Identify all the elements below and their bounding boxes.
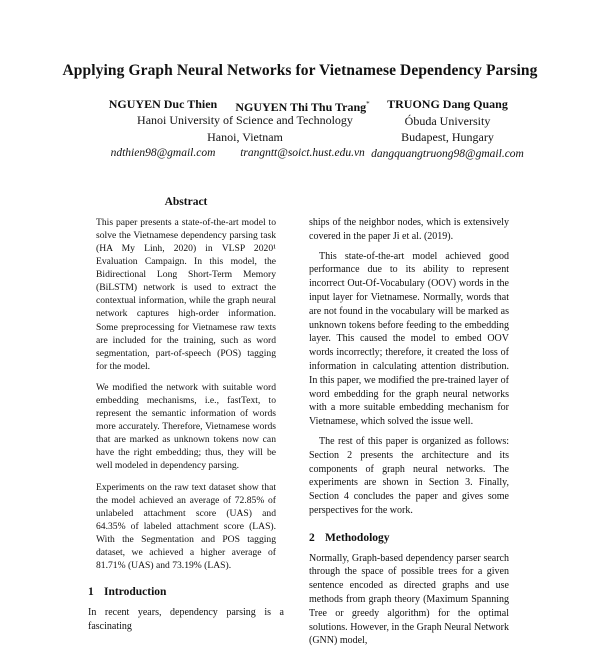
right-paragraph-2: This state-of-the-art model achieved good performance due to its ability to represent incorrect Out-Of-Vocabulary (OOV) words in the input layer for Vietnamese. Normally, words that are not found in the vocabulary will be marked as unknown tokens before feeding to the embedding layer. This caused the model to embed OOV words incorrectly; therefore, it created the loss of information in calculating attention distribution. In this paper, we modified the pre-trained layer of word embedding for the graph neural networks with a more suitable embedding mechanism for Vietnamese, which solved the issue well. — [309, 250, 509, 428]
introduction-text: In recent years, dependency parsing is a fascinating — [88, 607, 284, 632]
author-2-email-block — [230, 145, 375, 162]
methodology-text: Normally, Graph-based dependency parser search through the space of possible trees for a given sentence encoded as directed graphs and use methods from graph theory (Maximum Spanning Tree or greedy algorithm) for the optimal solutions. However, in the Graph Neural Network (GNN) model, — [309, 552, 509, 647]
introduction-title: Introduction — [104, 586, 167, 599]
right-paragraph-3: The rest of this paper is organized as follows: Section 2 presents the architecture and its components of graph neural networks. The experiments are shown in Section 3. Finally, Section 4 concludes the paper and gives some perspectives for the work. — [309, 435, 509, 516]
methodology-heading — [309, 532, 509, 546]
author-1-email-block — [88, 145, 238, 162]
abstract-paragraph-2: We modified the network with suitable word embedding mechanisms, i.e., fastText, to represent the semantic information of words more accurately. Therefore, Vietnamese words that are marked as unknown tokens now can have the right embedding; thus, they will be well modeled in dependency parsing. — [96, 381, 276, 472]
shared-affiliation — [100, 112, 390, 145]
abstract-paragraph-3: Experiments on the raw text dataset show that the model achieved an average of 72.85% of unlabeled attachment score (UAS) and 64.35% of labeled attachment score (LAS). With the Segmentation and POS tagging dataset, we achieved a higher average of 81.71% (UAS) and 73.19% (LAS). — [96, 481, 276, 572]
author-3-name: TRUONG Dang Quang — [387, 97, 508, 111]
author-3-affiliation: Óbuda University — [404, 113, 491, 128]
author-2-name: NGUYEN Thi Thu Trang* — [235, 100, 370, 114]
author-1-email: ndthien98@gmail.com — [110, 147, 216, 159]
right-paragraph-1: ships of the neighbor nodes, which is extensively covered in the paper Ji et al. (2019). — [309, 217, 509, 242]
abstract-heading: Abstract — [164, 196, 208, 208]
methodology-title: Methodology — [325, 531, 390, 544]
shared-affiliation-location: Hanoi, Vietnam — [207, 129, 283, 144]
introduction-heading — [88, 586, 284, 600]
abstract-paragraph-1: This paper presents a state-of-the-art model to solve the Vietnamese dependency parsing task (HA My Linh, 2020) in VLSP 2020¹ Evaluation Campaign. In this model, the Bidirectional Long Short-Term Memory (BiLSTM) network is used to extract the contextual information, while the graph neural network captures high-order information. Some preprocessing for Vietnamese raw texts are included for the training, such as word segmentation, part-of-speech (POS) tagging for the model. — [96, 216, 276, 372]
author-1-name: NGUYEN Duc Thien — [108, 97, 218, 111]
left-column — [88, 196, 284, 634]
author-1 — [88, 96, 238, 113]
shared-affiliation-institution: Hanoi University of Science and Technology — [137, 113, 353, 127]
right-column — [309, 216, 509, 654]
author-3-email: dangquangtruong98@gmail.com — [371, 147, 524, 160]
paper-title: Applying Graph Neural Networks for Vietnamese Dependency Parsing — [62, 62, 538, 79]
abstract-section — [88, 196, 284, 572]
introduction-number: 1 — [88, 586, 94, 599]
author-3-location: Budapest, Hungary — [401, 130, 494, 144]
corresponding-author-mark: * — [366, 100, 370, 108]
methodology-number: 2 — [309, 531, 315, 544]
author-2-email: trangntt@soict.hust.edu.vn — [240, 147, 365, 159]
